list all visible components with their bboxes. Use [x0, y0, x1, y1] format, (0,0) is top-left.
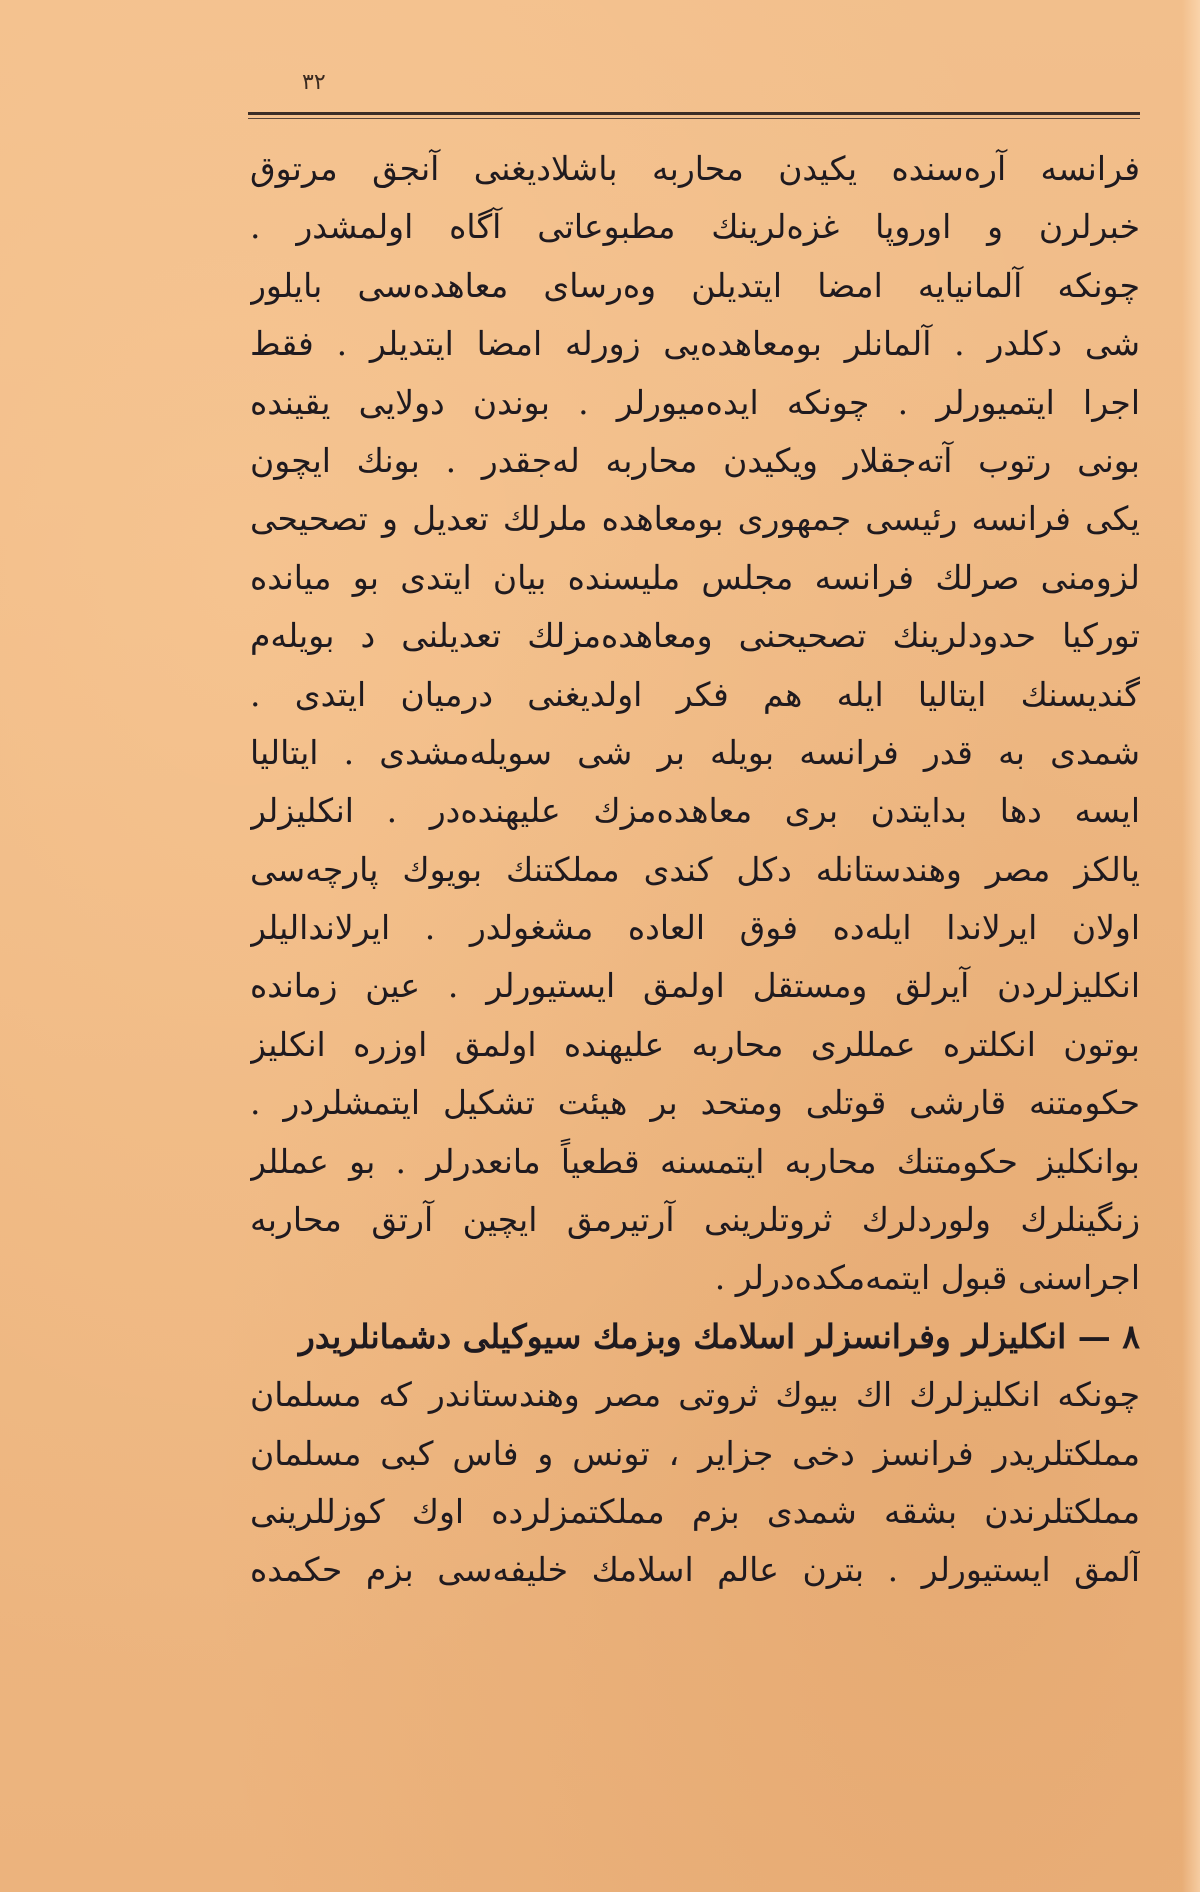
- section-heading: ٨ — انكلیزلر وفرانسزلر اسلامك وبزمك سیوكیلی دشمانلریدر: [298, 1316, 1140, 1356]
- text-line-paragraph-end: اجراسنی قبول ایتمەمكدەدرلر .: [714, 1258, 1140, 1298]
- text-line: انكلیزلردن آیرلق ومستقل اولمق ایستیورلر . عین زمانده: [250, 966, 1140, 1006]
- text-line: حكومتنه قارشی قوتلی ومتحد بر هیئت تشكیل ایتمشلردر .: [250, 1083, 1140, 1123]
- text-line: شی دكلدر . آلمانلر بومعاهدەیی زورله امضا ایتدیلر . فقط: [250, 324, 1140, 364]
- text-line: اولان ایرلاندا ایلەده فوق العاده مشغولدر . ایرلاندالیلر: [250, 908, 1140, 948]
- text-line: اجرا ایتمیورلر . چونكه ایدەمیورلر . بوندن دولایی یقینده: [250, 382, 1140, 422]
- text-line: چونكه آلمانیایه امضا ایتدیلن وەرسای معاهدەسی بایلور: [250, 265, 1140, 305]
- text-line: زنگینلرك ولوردلرك ثروتلرینی آرتیرمق ایچین آرتق محاربه: [250, 1200, 1140, 1240]
- text-line: بوانكلیز حكومتنك محاربه ایتمسنه قطعیاً مانعدرلر . بو عمللر: [250, 1141, 1140, 1181]
- header-rule-thin: [248, 118, 1140, 119]
- text-line: بوتون انكلتره عمللری محاربه علیهنده اولمق اوزره انكلیز: [250, 1024, 1140, 1064]
- text-line: لزومنی صرلك فرانسه مجلس ملیسنده بیان ایتدی بو میانده: [250, 557, 1140, 597]
- text-line: مملكتلریدر فرانسز دخی جزایر ، تونس و فاس كبی مسلمان: [250, 1433, 1140, 1473]
- page-number: ٣٢: [302, 70, 326, 95]
- text-line: یالكز مصر وهندستانله دكل كندی مملكتنك بویوك پارچەسی: [250, 849, 1140, 889]
- header-rule: [248, 112, 1140, 115]
- text-line: چونكه انكلیزلرك اك بیوك ثروتی مصر وهندستاندر كه مسلمان: [250, 1375, 1140, 1415]
- text-line: آلمق ایستیورلر . بترن عالم اسلامك خلیفەسی بزم حكمده: [250, 1550, 1140, 1590]
- text-line: گندیسنك ایتالیا ایله هم فكر اولدیغنی درمیان ایتدی .: [250, 674, 1140, 714]
- text-line: ایسه دها بدایتدن بری معاهدەمزك علیهندەدر . انكلیزلر: [250, 791, 1140, 831]
- body-text: [250, 140, 1140, 1600]
- text-line: یكی فرانسه رئیسی جمهوری بومعاهده ملرلك تعدیل و تصحیحی: [250, 499, 1140, 539]
- page-edge: [1182, 0, 1200, 1892]
- text-line: تورکیا حدودلرینك تصحیحنی ومعاهدەمزلك تعدیلنی د بویلەم: [250, 616, 1140, 656]
- text-line: شمدی به قدر فرانسه بویله بر شی سویلەمشدی . ایتالیا: [250, 732, 1140, 772]
- text-line: بونی رتوب آتەجقلار ویكیدن محاربه لەجقدر . بونك ایچون: [250, 440, 1140, 480]
- text-line: مملكتلرندن بشقه شمدی بزم مملكتمزلرده اوك كوزللرینی: [250, 1491, 1140, 1531]
- text-line: خبرلرن و اوروپا غزەلرینك مطبوعاتی آگاه اولمشدر .: [250, 207, 1140, 247]
- text-line: فرانسه آرەسندە يكيدن محاربه باشلادیغنی آنجق مرتوق: [250, 149, 1140, 188]
